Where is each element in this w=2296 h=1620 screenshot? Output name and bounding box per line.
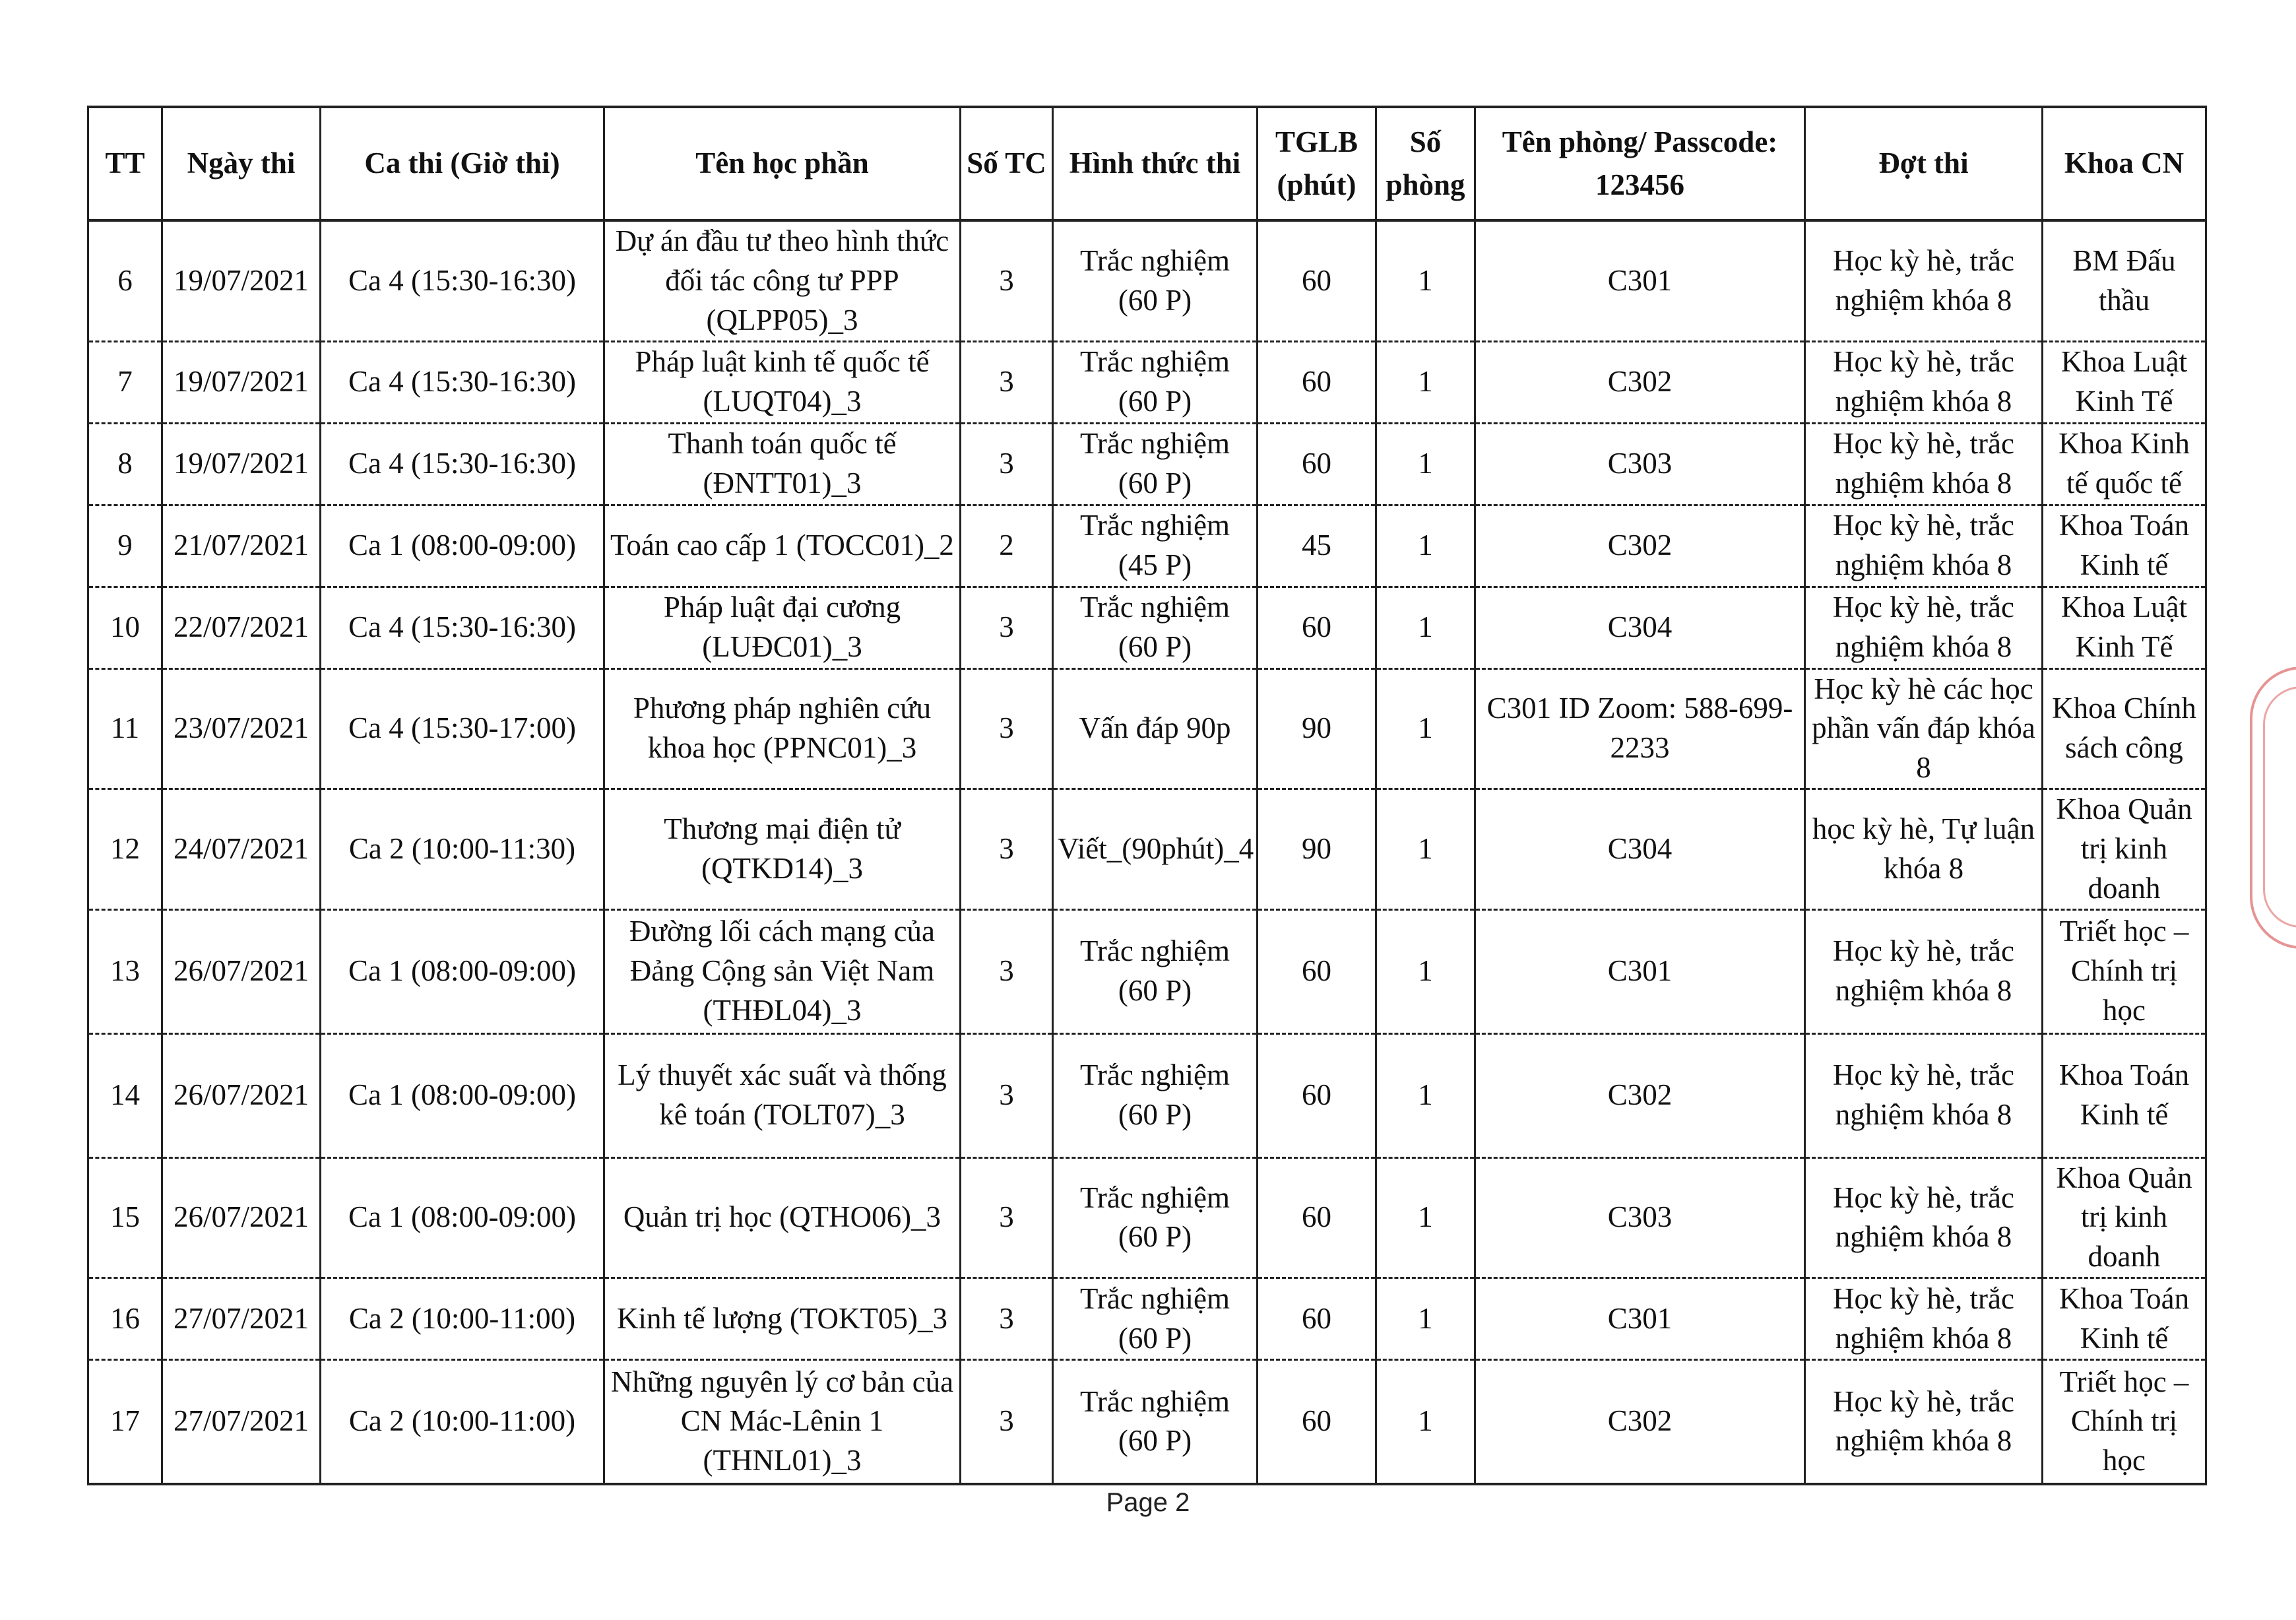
cell-room-name: C302 — [1475, 1033, 1805, 1157]
header-format: Hình thức thi — [1053, 107, 1258, 220]
cell-tt: 9 — [88, 505, 162, 587]
table-row — [88, 668, 2206, 789]
cell-room-name: C301 — [1475, 909, 1805, 1033]
header-round: Đợt thi — [1805, 107, 2043, 220]
cell-duration: 60 — [1258, 1278, 1376, 1360]
header-rooms: Số phòng — [1376, 107, 1475, 220]
cell-tt: 11 — [88, 668, 162, 789]
cell-rooms: 1 — [1376, 1033, 1475, 1157]
cell-room-name: C301 ID Zoom: 588-699-2233 — [1475, 668, 1805, 789]
cell-rooms: 1 — [1376, 423, 1475, 505]
cell-format: Viết_(90phút)_4 — [1053, 789, 1258, 910]
cell-shift: Ca 2 (10:00-11:00) — [321, 1278, 604, 1360]
cell-round: Học kỳ hè, trắc nghiệm khóa 8 — [1805, 587, 2043, 668]
cell-duration: 90 — [1258, 789, 1376, 910]
cell-course: Kinh tế lượng (TOKT05)_3 — [604, 1278, 961, 1360]
cell-dept: Khoa Luật Kinh Tế — [2043, 587, 2206, 668]
cell-format: Trắc nghiệm (60 P) — [1053, 1360, 1258, 1484]
cell-format: Trắc nghiệm (60 P) — [1053, 909, 1258, 1033]
cell-shift: Ca 4 (15:30-16:30) — [321, 341, 604, 423]
cell-round: Học kỳ hè, trắc nghiệm khóa 8 — [1805, 1278, 2043, 1360]
cell-round: Học kỳ hè, trắc nghiệm khóa 8 — [1805, 423, 2043, 505]
cell-room-name: C301 — [1475, 1278, 1805, 1360]
cell-format: Trắc nghiệm (60 P) — [1053, 1157, 1258, 1278]
cell-rooms: 1 — [1376, 668, 1475, 789]
cell-credits: 3 — [961, 1278, 1053, 1360]
cell-shift: Ca 4 (15:30-17:00) — [321, 668, 604, 789]
red-stamp-inner-ring — [2263, 686, 2296, 928]
cell-credits: 3 — [961, 423, 1053, 505]
cell-format: Trắc nghiệm (60 P) — [1053, 341, 1258, 423]
cell-date: 24/07/2021 — [162, 789, 321, 910]
table-row — [88, 1360, 2206, 1484]
cell-course: Thanh toán quốc tế (ĐNTT01)_3 — [604, 423, 961, 505]
cell-date: 19/07/2021 — [162, 423, 321, 505]
cell-shift: Ca 1 (08:00-09:00) — [321, 505, 604, 587]
cell-date: 27/07/2021 — [162, 1360, 321, 1484]
table-row — [88, 1278, 2206, 1360]
cell-dept: Khoa Quản trị kinh doanh — [2043, 1157, 2206, 1278]
cell-date: 21/07/2021 — [162, 505, 321, 587]
cell-tt: 16 — [88, 1278, 162, 1360]
table-row — [88, 1033, 2206, 1157]
cell-shift: Ca 4 (15:30-16:30) — [321, 423, 604, 505]
cell-format: Trắc nghiệm (60 P) — [1053, 1278, 1258, 1360]
cell-date: 23/07/2021 — [162, 668, 321, 789]
header-credits: Số TC — [961, 107, 1053, 220]
cell-date: 27/07/2021 — [162, 1278, 321, 1360]
cell-course: Dự án đầu tư theo hình thức đối tác công tư PPP (QLPP05)_3 — [604, 220, 961, 341]
cell-tt: 14 — [88, 1033, 162, 1157]
cell-rooms: 1 — [1376, 1278, 1475, 1360]
cell-duration: 60 — [1258, 1360, 1376, 1484]
cell-dept: Khoa Kinh tế quốc tế — [2043, 423, 2206, 505]
table-row — [88, 341, 2206, 423]
cell-rooms: 1 — [1376, 909, 1475, 1033]
table-body — [88, 220, 2206, 1484]
cell-shift: Ca 1 (08:00-09:00) — [321, 1033, 604, 1157]
table-row — [88, 505, 2206, 587]
cell-format: Trắc nghiệm (60 P) — [1053, 423, 1258, 505]
cell-course: Đường lối cách mạng của Đảng Cộng sản Việt Nam (THĐL04)_3 — [604, 909, 961, 1033]
cell-tt: 13 — [88, 909, 162, 1033]
cell-tt: 7 — [88, 341, 162, 423]
cell-duration: 60 — [1258, 909, 1376, 1033]
cell-credits: 3 — [961, 341, 1053, 423]
cell-format: Trắc nghiệm (60 P) — [1053, 220, 1258, 341]
cell-shift: Ca 2 (10:00-11:00) — [321, 1360, 604, 1484]
cell-room-name: C304 — [1475, 587, 1805, 668]
header-date: Ngày thi — [162, 107, 321, 220]
cell-date: 26/07/2021 — [162, 1157, 321, 1278]
cell-course: Quản trị học (QTHO06)_3 — [604, 1157, 961, 1278]
cell-date: 26/07/2021 — [162, 909, 321, 1033]
cell-room-name: C302 — [1475, 1360, 1805, 1484]
cell-shift: Ca 2 (10:00-11:30) — [321, 789, 604, 910]
cell-duration: 60 — [1258, 220, 1376, 341]
cell-credits: 2 — [961, 505, 1053, 587]
cell-room-name: C302 — [1475, 341, 1805, 423]
header-course: Tên học phần — [604, 107, 961, 220]
cell-round: Học kỳ hè, trắc nghiệm khóa 8 — [1805, 220, 2043, 341]
cell-date: 26/07/2021 — [162, 1033, 321, 1157]
cell-credits: 3 — [961, 1360, 1053, 1484]
cell-shift: Ca 4 (15:30-16:30) — [321, 587, 604, 668]
table-row — [88, 909, 2206, 1033]
cell-shift: Ca 4 (15:30-16:30) — [321, 220, 604, 341]
cell-format: Trắc nghiệm (60 P) — [1053, 587, 1258, 668]
exam-schedule-table — [87, 106, 2207, 1485]
table-row — [88, 1157, 2206, 1278]
cell-round: Học kỳ hè, trắc nghiệm khóa 8 — [1805, 505, 2043, 587]
cell-round: Học kỳ hè, trắc nghiệm khóa 8 — [1805, 341, 2043, 423]
table-row — [88, 220, 2206, 341]
cell-duration: 60 — [1258, 341, 1376, 423]
cell-date: 19/07/2021 — [162, 220, 321, 341]
cell-room-name: C303 — [1475, 423, 1805, 505]
header-room-name: Tên phòng/ Passcode: 123456 — [1475, 107, 1805, 220]
cell-duration: 60 — [1258, 423, 1376, 505]
cell-room-name: C304 — [1475, 789, 1805, 910]
cell-tt: 15 — [88, 1157, 162, 1278]
cell-credits: 3 — [961, 789, 1053, 910]
cell-credits: 3 — [961, 909, 1053, 1033]
table-row — [88, 789, 2206, 910]
page-number: Page 2 — [1106, 1488, 1190, 1517]
cell-rooms: 1 — [1376, 789, 1475, 910]
cell-course: Phương pháp nghiên cứu khoa học (PPNC01)_3 — [604, 668, 961, 789]
cell-format: Trắc nghiệm (60 P) — [1053, 1033, 1258, 1157]
cell-tt: 8 — [88, 423, 162, 505]
cell-course: Những nguyên lý cơ bản của CN Mác-Lênin 1 (THNL01)_3 — [604, 1360, 961, 1484]
cell-rooms: 1 — [1376, 587, 1475, 668]
cell-course: Pháp luật đại cương (LUĐC01)_3 — [604, 587, 961, 668]
cell-duration: 90 — [1258, 668, 1376, 789]
cell-tt: 10 — [88, 587, 162, 668]
cell-duration: 60 — [1258, 1157, 1376, 1278]
cell-tt: 12 — [88, 789, 162, 910]
cell-room-name: C301 — [1475, 220, 1805, 341]
cell-course: Lý thuyết xác suất và thống kê toán (TOLT07)_3 — [604, 1033, 961, 1157]
cell-credits: 3 — [961, 220, 1053, 341]
cell-date: 19/07/2021 — [162, 341, 321, 423]
cell-round: Học kỳ hè, trắc nghiệm khóa 8 — [1805, 909, 2043, 1033]
cell-format: Vấn đáp 90p — [1053, 668, 1258, 789]
cell-dept: Khoa Chính sách công — [2043, 668, 2206, 789]
header-shift: Ca thi (Giờ thi) — [321, 107, 604, 220]
cell-round: Học kỳ hè các học phần vấn đáp khóa 8 — [1805, 668, 2043, 789]
cell-dept: Khoa Toán Kinh tế — [2043, 1278, 2206, 1360]
table-row — [88, 423, 2206, 505]
cell-round: học kỳ hè, Tự luận khóa 8 — [1805, 789, 2043, 910]
cell-room-name: C302 — [1475, 505, 1805, 587]
cell-rooms: 1 — [1376, 1157, 1475, 1278]
cell-dept: Khoa Quản trị kinh doanh — [2043, 789, 2206, 910]
table-row — [88, 587, 2206, 668]
cell-format: Trắc nghiệm (45 P) — [1053, 505, 1258, 587]
cell-dept: Khoa Luật Kinh Tế — [2043, 341, 2206, 423]
cell-room-name: C303 — [1475, 1157, 1805, 1278]
cell-course: Pháp luật kinh tế quốc tế (LUQT04)_3 — [604, 341, 961, 423]
cell-duration: 60 — [1258, 1033, 1376, 1157]
cell-rooms: 1 — [1376, 341, 1475, 423]
cell-shift: Ca 1 (08:00-09:00) — [321, 1157, 604, 1278]
cell-rooms: 1 — [1376, 1360, 1475, 1484]
cell-date: 22/07/2021 — [162, 587, 321, 668]
cell-rooms: 1 — [1376, 220, 1475, 341]
cell-credits: 3 — [961, 1033, 1053, 1157]
cell-duration: 60 — [1258, 587, 1376, 668]
header-duration: TGLB (phút) — [1258, 107, 1376, 220]
cell-rooms: 1 — [1376, 505, 1475, 587]
cell-credits: 3 — [961, 668, 1053, 789]
cell-course: Thương mại điện tử (QTKD14)_3 — [604, 789, 961, 910]
cell-credits: 3 — [961, 1157, 1053, 1278]
cell-dept: Triết học – Chính trị học — [2043, 909, 2206, 1033]
cell-shift: Ca 1 (08:00-09:00) — [321, 909, 604, 1033]
cell-tt: 17 — [88, 1360, 162, 1484]
cell-round: Học kỳ hè, trắc nghiệm khóa 8 — [1805, 1360, 2043, 1484]
cell-dept: Triết học – Chính trị học — [2043, 1360, 2206, 1484]
header-row — [88, 107, 2206, 220]
cell-round: Học kỳ hè, trắc nghiệm khóa 8 — [1805, 1033, 2043, 1157]
header-dept: Khoa CN — [2043, 107, 2206, 220]
cell-dept: Khoa Toán Kinh tế — [2043, 505, 2206, 587]
cell-credits: 3 — [961, 587, 1053, 668]
cell-dept: BM Đấu thầu — [2043, 220, 2206, 341]
cell-course: Toán cao cấp 1 (TOCC01)_2 — [604, 505, 961, 587]
cell-duration: 45 — [1258, 505, 1376, 587]
cell-tt: 6 — [88, 220, 162, 341]
header-tt: TT — [88, 107, 162, 220]
cell-dept: Khoa Toán Kinh tế — [2043, 1033, 2206, 1157]
cell-round: Học kỳ hè, trắc nghiệm khóa 8 — [1805, 1157, 2043, 1278]
